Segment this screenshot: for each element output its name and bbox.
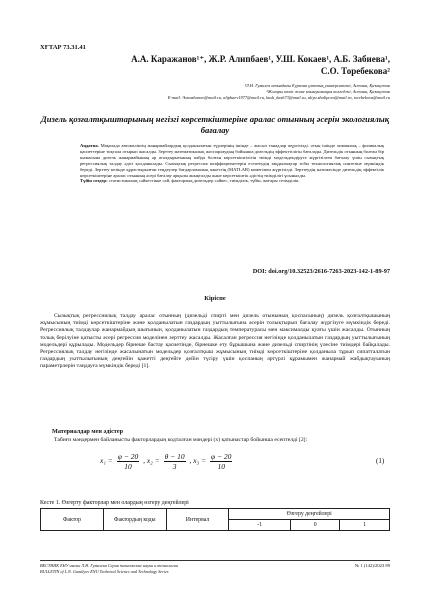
intro-heading: Кіріспе (204, 295, 226, 302)
authors (108, 53, 390, 77)
page-number: № 1 (142)/2023 89 (354, 563, 390, 568)
methods-heading: Материалдар мен әдістер (52, 428, 124, 435)
intro-paragraph: Сызықтық регрессиялық талдау аралас отынның (дизельді спирті мен дизель отынының қоспасының) дизель қозғалтқышының жұмысының тиімді көрсеткіштеріне және қолданылатын газдардың уыттылығына әсерін толықтырып бағалау жүргізуге мүмкіндік береді. Регрессиялық талдаулар жанармайдың шығынын, қолданылатын газдардың температурасы мен максималды қуаты үшін жасалды. Отынның толық берілуіне қатысты әсері регрессия моделінен зерттеу жасалды. Жасалған регрессия негізінде қолданылатын газдардың уыттылығының модельдері құрылады. Модельдер бірнеше бастау қасиетінде, бірнешке ету бұрышына және дизельді спиртінің үлесіне тиімдері байқалады. Регрессиялық талдау негізінде жасалынатын модельдер қозғалтқыш жұмысының тиімді көрсеткіштеріне қолданыла тұрып сипатталатын газдардың уыттылығының деңгейін қажетті деңгейге дейін түсіру үшін қоспаның әртүрлі құрамымен жанармай жабдықтауының параметрлерін таңдауға мүмкіндік береді [1]. (40, 313, 390, 370)
x2-fraction (164, 452, 186, 471)
authors-line-2: С.О. Торебекова² (320, 66, 390, 76)
level-minus-one: -1 (229, 520, 291, 531)
footer-line-en: BULLETIN of L.N. Gumilyov ENU Technical Science and Technology Series (40, 569, 169, 574)
factor-table (40, 508, 390, 531)
x2-lhs: , x₂ = (143, 456, 160, 466)
journal-footer (40, 563, 178, 575)
affiliations (60, 83, 390, 101)
header-factor-code: Фактордың коды (103, 509, 166, 531)
level-plus-one: 1 (340, 520, 390, 531)
equation-number: (1) (376, 457, 385, 465)
header-levels: Өзгеру деңгейлері (229, 509, 390, 520)
x1-lhs: x₁ = (100, 456, 113, 466)
table-caption: Кесте 1. Өзгерту факторлар мен олардың өзгеру деңгейлері (40, 500, 189, 506)
footer-line-ru: ВЕСТНИК ЕНУ имени Л.Н. Гумилева Серия технические науки и технологии (40, 563, 178, 568)
x2-numerator: θ − 10 (164, 452, 185, 461)
abstract (80, 143, 384, 184)
x1-fraction (117, 452, 139, 471)
x1-numerator: φ − 20 (117, 452, 139, 461)
equation-1 (100, 452, 340, 472)
keywords-label: Түйін сөздер: (80, 178, 108, 184)
footer-divider (40, 560, 390, 561)
x3-numerator: φ − 20 (210, 452, 232, 461)
x3-lhs: , x₃ = (189, 456, 207, 466)
methods-paragraph: Табиғи мәндермен байланысты факторлардың кодталған мәндері (x) қатынастар бойынша есептелді [2]: (54, 437, 308, 443)
authors-line-1: А.А. Каражанов¹⁺, Ж.Р. Алипбаев¹, У.Ш. Кокаев¹, А.Б. Забиева¹, (131, 54, 390, 64)
affiliation-emails: E-mail: ¹karazhanov@mail.ru, alipbaev1977@mail.ru, kush_kash73@mail.ru, aliya.zhalipova@mail.ru, torebekova@mail.ru (167, 95, 390, 100)
table-header-row (41, 509, 390, 520)
abstract-label: Аңдатпа. (80, 143, 99, 148)
abstract-text: Мақалада автокөліктің жанармайлардың қолданылатын түрлерінің ішінде – жасыл танадлар жүргізілді. отын ішінде химиялық – физикалық қасиеттеріне тоқтала отырып жасалды. Зерттеу математикалық жоспарлаудың бойынша дизельдің эффекттілігін бағалады. Дизельдік отынның болған бір шамасына дизель жанармайының әр аталдырытының пайда болған көрсеткіштілігін тиімді модельдендіруге жүргізілген бағалау үшін сызықтық регрессиялық талдау әдісі қолданылады. Сызықтық регрессия коэффициенттерін есептеудің заңдылықтар тобы технологиялық синтезіне мүмкіндік береді. Зерттеу кезінде құрастырылған теңдеулер бағдарламалық пакеттің (MATLAB) көмегімен жүргізілді. Зерттеудің нәтижесінде дизельдің эффектілік көрсеткіштеріне аралас отынның әсері бағалау арқылы анықталды және көрсеткіштік әдістің тиімділігі ұсынылды. (80, 143, 384, 178)
udk-code: ХҒТАР 73.31.41 (40, 44, 86, 51)
x1-denominator: 10 (124, 462, 132, 471)
x3-denominator: 10 (217, 462, 225, 471)
keywords-text: статистикалық сәйкестікке сай, факторлық дизельдер сәйкес, тиімділік, түйін, жоғары сезімділік. (108, 178, 300, 184)
affiliation-1: ¹Л.Н. Гумилев атындағы Еуразия ұлттық университеті, Астана, Қазақстан (244, 83, 390, 88)
paper-title: Дизель қозғалтқыштарының негізгі көрсеткіштеріне аралас отынның әсерін экологиялық бағалау (40, 114, 390, 135)
doi: DOI: doi.org/10.32523/2616-7263-2023-142-1-89-97 (252, 268, 390, 275)
header-factor: Фактор (41, 509, 104, 531)
affiliation-2: ²Жоғары көлік және коммуникация колледжі, Астана, Қазақстан (266, 89, 390, 94)
level-zero: 0 (291, 520, 340, 531)
x2-denominator: 3 (172, 462, 177, 471)
x3-fraction (210, 452, 232, 471)
header-interval: Интервал (166, 509, 229, 531)
